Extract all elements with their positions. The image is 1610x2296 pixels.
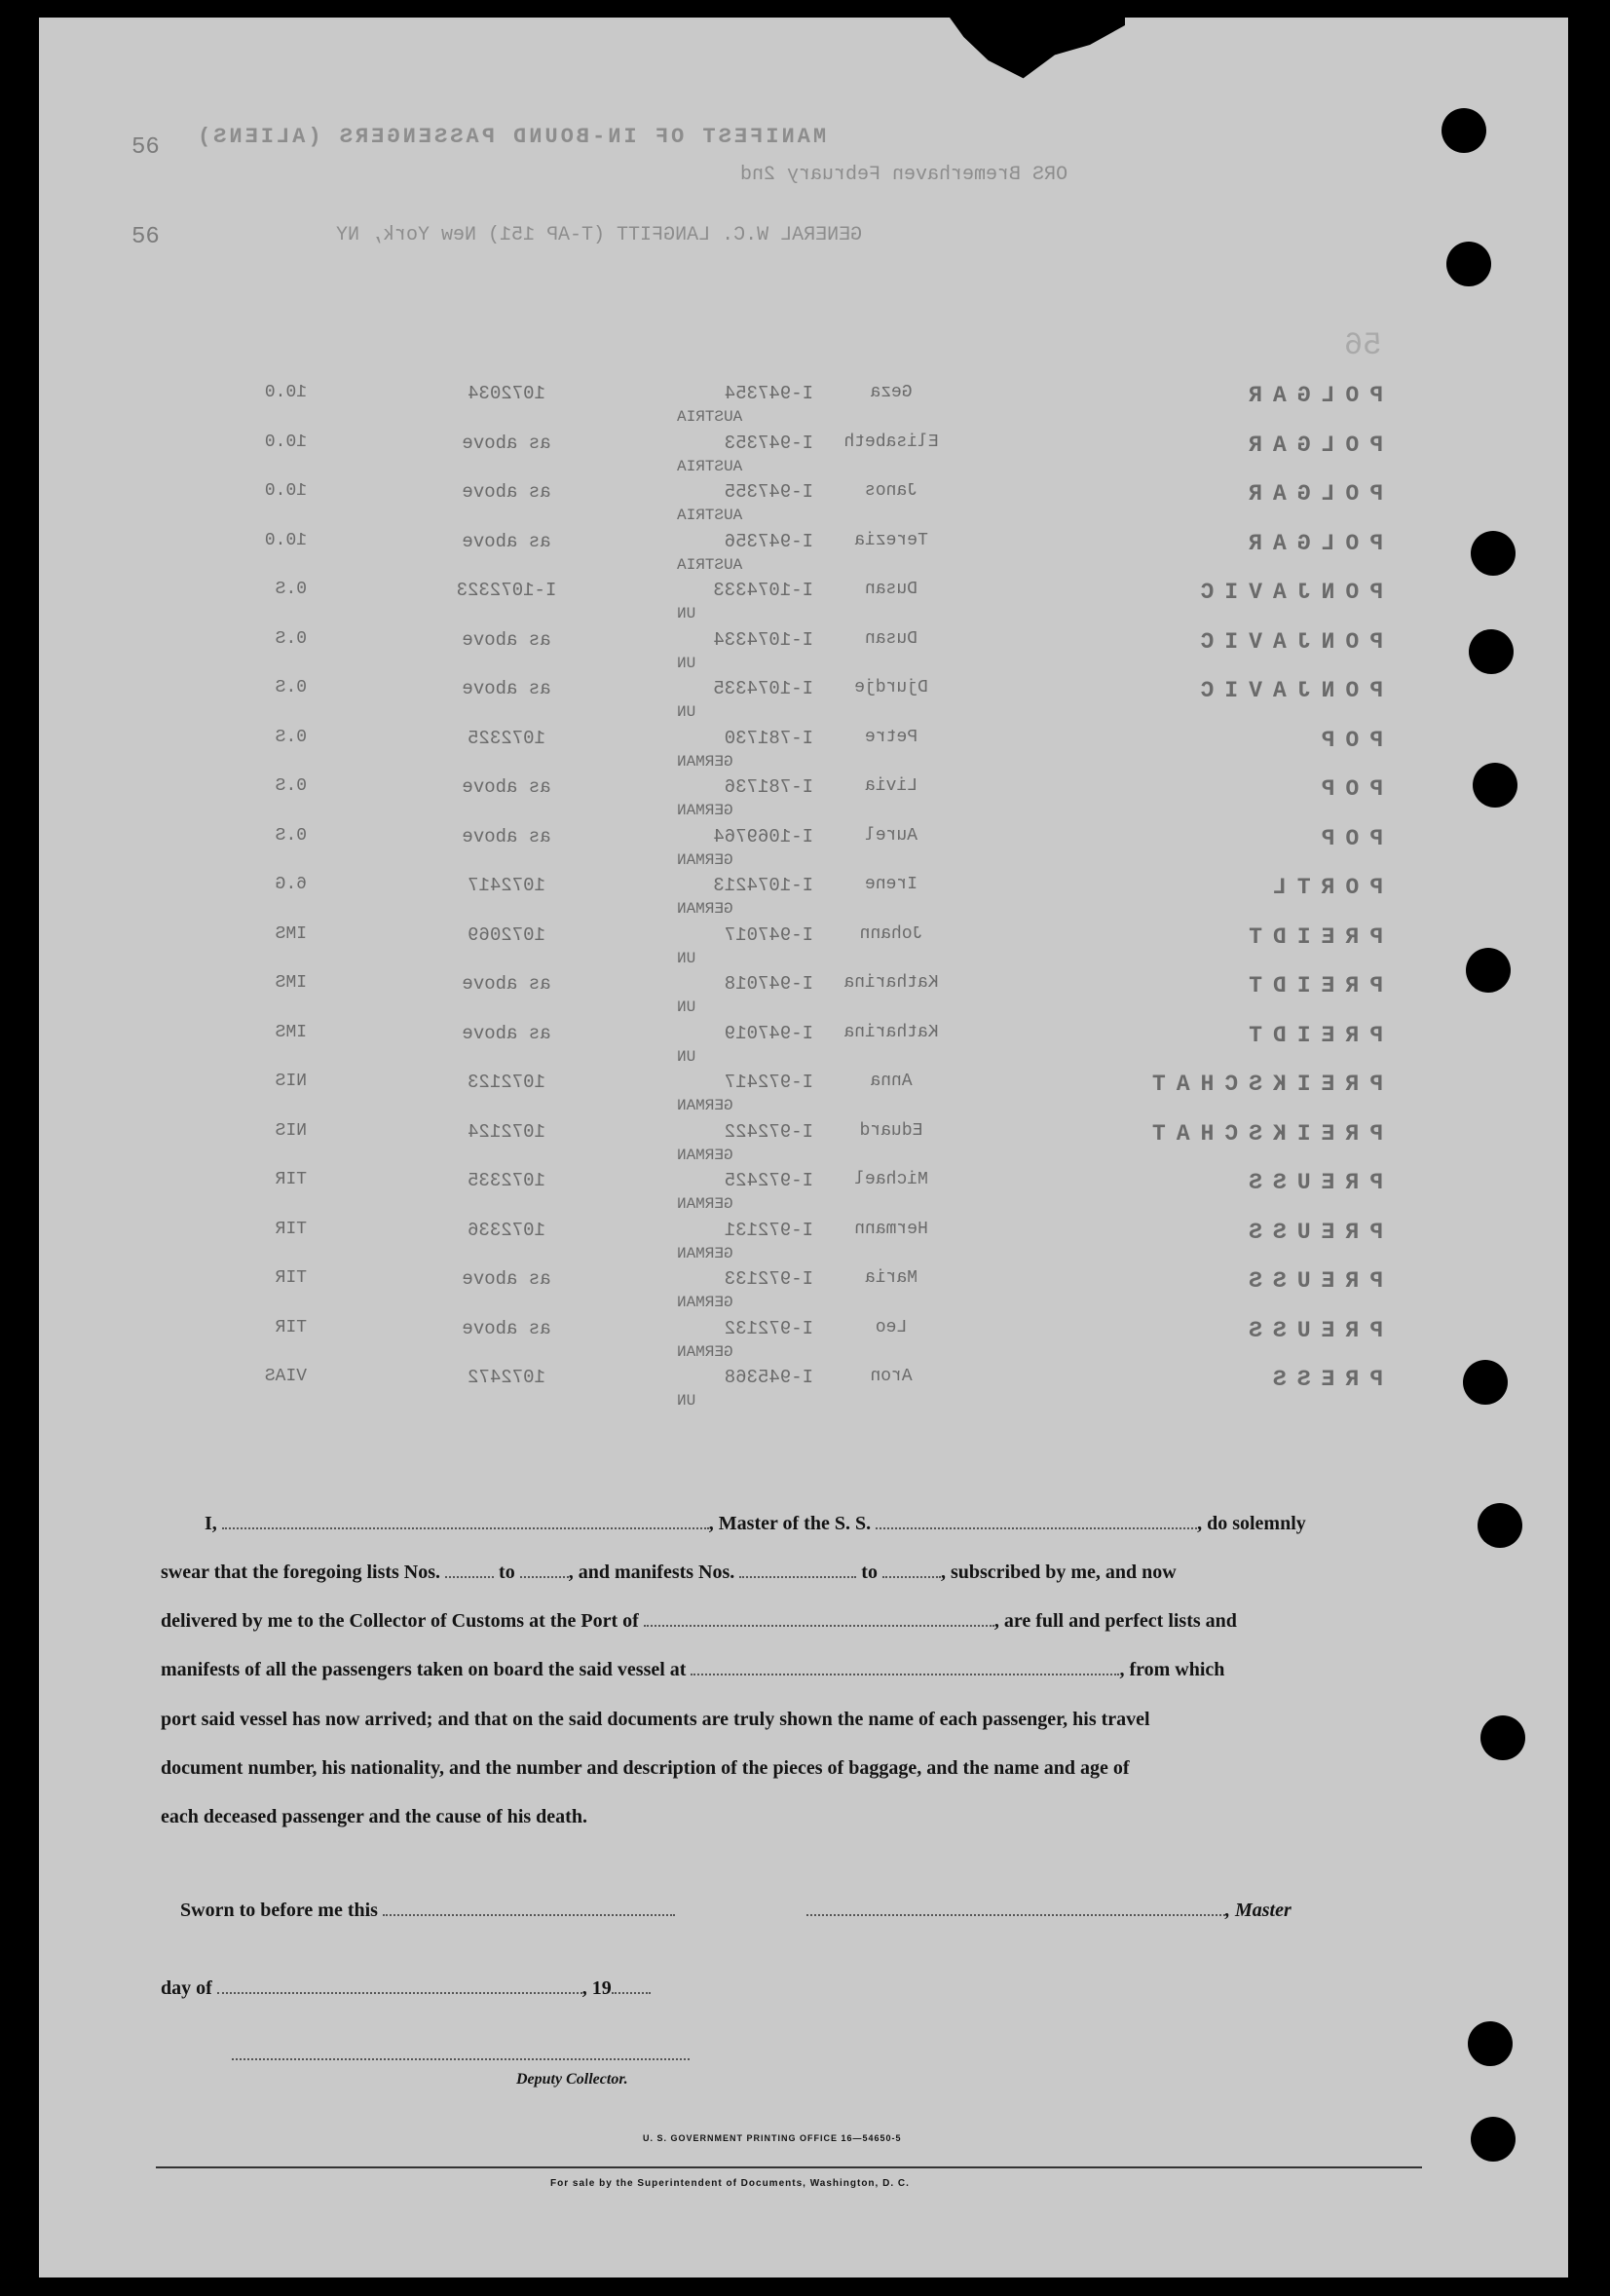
binder-hole <box>1442 108 1486 153</box>
binder-hole <box>1471 531 1516 576</box>
passenger-document-number: I-1074335 <box>713 678 813 699</box>
passenger-family-name: PONJAVIC <box>1189 628 1383 655</box>
sworn-line <box>180 1900 1292 1922</box>
passenger-family-name: PONJAVIC <box>1189 580 1383 605</box>
passenger-document-number: I-781736 <box>724 776 813 798</box>
passenger-family-name: POP <box>1310 727 1383 753</box>
lists-from-field[interactable] <box>445 1562 494 1578</box>
sworn-label: Sworn to before me this <box>180 1900 378 1921</box>
passenger-nationality: AUSTRIA <box>677 507 743 524</box>
oath-line-6: document number, his nationality, and the number and description of the pieces of baggage, and the name and age of <box>161 1757 1130 1779</box>
passenger-nationality: AUSTRIA <box>677 457 743 475</box>
passenger-document-number: I-972132 <box>724 1317 813 1339</box>
oath-line-2 <box>161 1562 1177 1584</box>
manifest-page <box>39 18 1568 2277</box>
day-of-label: day of <box>161 1977 212 1999</box>
passenger-reference: 1072472 <box>468 1367 545 1388</box>
passenger-document-number: I-947355 <box>724 481 813 503</box>
oath-i: I, <box>205 1513 217 1534</box>
passenger-code: 0.S <box>275 678 307 697</box>
passenger-reference: as above <box>462 1022 551 1044</box>
passenger-reference: 1072335 <box>468 1170 545 1191</box>
page-number-second: 56 <box>131 224 160 250</box>
passenger-nationality: UN <box>677 949 696 967</box>
passenger-reference: as above <box>462 628 551 651</box>
passenger-family-name: POP <box>1310 776 1383 802</box>
master-name-field[interactable] <box>222 1514 709 1529</box>
passenger-family-name: POLGAR <box>1238 383 1383 408</box>
oath-line-5: port said vessel has now arrived; and that on the said documents are truly shown the name of each passenger, his travel <box>161 1709 1150 1730</box>
page-number-top: 56 <box>131 134 160 161</box>
passenger-given-name: Johann <box>859 923 923 944</box>
master-label: , Master <box>1224 1900 1292 1921</box>
passenger-family-name: PREUSS <box>1238 1219 1383 1245</box>
passenger-nationality: UN <box>677 605 696 622</box>
passenger-nationality: GERMAN <box>677 1146 733 1164</box>
passenger-given-name: Geza <box>870 383 913 402</box>
manifests-from-field[interactable] <box>739 1562 856 1578</box>
passenger-given-name: Irene <box>865 875 918 894</box>
passenger-code: 10.0 <box>264 530 307 550</box>
year-label: , 19 <box>581 1977 612 1999</box>
passenger-family-name: PREIKSCHAT <box>1141 1120 1383 1147</box>
passenger-given-name: Anna <box>870 1072 913 1091</box>
binder-hole <box>1480 1715 1525 1760</box>
passenger-reference: as above <box>462 1268 551 1290</box>
passenger-given-name: Hermann <box>854 1219 928 1239</box>
passenger-reference: as above <box>462 432 551 454</box>
binder-hole <box>1468 2021 1513 2066</box>
passenger-code: 10.0 <box>264 383 307 402</box>
passenger-given-name: Katharina <box>843 1022 939 1042</box>
passenger-family-name: POP <box>1310 825 1383 851</box>
header-line-2: GENERAL W.C. LANGFITT (T-AP 151) New York, NY <box>336 224 863 246</box>
passenger-given-name: Maria <box>865 1268 918 1288</box>
oath-from-which: , from which <box>1119 1659 1225 1680</box>
passenger-nationality: AUSTRIA <box>677 408 743 426</box>
passenger-family-name: PREUSS <box>1238 1268 1383 1294</box>
oath-line-4 <box>161 1659 1224 1681</box>
passenger-code: IMS <box>275 1022 307 1042</box>
passenger-nationality: UN <box>677 1392 696 1410</box>
passenger-given-name: Dusan <box>865 628 918 649</box>
passenger-code: IMS <box>275 973 307 993</box>
passenger-reference: as above <box>462 825 551 847</box>
passenger-reference: 1072123 <box>468 1072 545 1093</box>
passenger-code: TIR <box>275 1170 307 1189</box>
passenger-nationality: GERMAN <box>677 802 733 819</box>
binder-hole <box>1469 629 1514 674</box>
passenger-code: NIS <box>275 1072 307 1091</box>
oath-vessel-at: manifests of all the passengers taken on board the said vessel at <box>161 1659 687 1680</box>
passenger-document-number: I-947017 <box>724 923 813 946</box>
passenger-given-name: Janos <box>865 481 918 501</box>
passenger-given-name: Aurel <box>865 825 918 846</box>
deputy-signature-field[interactable] <box>232 2045 690 2060</box>
stamp-number: 56 <box>1344 327 1382 363</box>
passenger-given-name: Elisabeth <box>843 432 939 452</box>
oath-manifests-label: , and manifests Nos. <box>568 1562 735 1583</box>
passenger-family-name: PREIDT <box>1238 923 1383 950</box>
passenger-reference: 1072417 <box>468 875 545 896</box>
torn-edge <box>950 18 1125 95</box>
binder-hole <box>1463 1360 1508 1405</box>
passenger-reference: as above <box>462 776 551 798</box>
passenger-code: VIAS <box>264 1367 307 1386</box>
passenger-nationality: GERMAN <box>677 1097 733 1114</box>
passenger-code: 0.S <box>275 580 307 599</box>
passenger-code: TIR <box>275 1219 307 1239</box>
passenger-document-number: I-947018 <box>724 973 813 995</box>
passenger-family-name: PONJAVIC <box>1189 678 1383 703</box>
passenger-nationality: UN <box>677 654 696 672</box>
passenger-code: 0.S <box>275 727 307 747</box>
passenger-given-name: Eduard <box>859 1120 923 1141</box>
passenger-family-name: PREUSS <box>1238 1317 1383 1343</box>
passenger-given-name: Djurdje <box>854 678 928 697</box>
passenger-nationality: GERMAN <box>677 1342 733 1361</box>
day-of-field[interactable] <box>217 1978 582 1994</box>
passenger-document-number: I-972425 <box>724 1170 813 1191</box>
passenger-document-number: I-1069764 <box>713 825 813 847</box>
printing-office-note: U. S. GOVERNMENT PRINTING OFFICE 16—54650-5 <box>643 2133 902 2143</box>
oath-solemnly: , do solemnly <box>1197 1513 1306 1534</box>
manifest-title: MANIFEST OF IN-BOUND PASSENGERS (ALIENS) <box>195 125 827 149</box>
oath-lists-label: swear that the foregoing lists Nos. <box>161 1562 441 1583</box>
oath-subscribed: , subscribed by me, and now <box>940 1562 1177 1583</box>
passenger-row <box>39 1367 1568 1425</box>
passenger-code: TIR <box>275 1268 307 1288</box>
passenger-reference: as above <box>462 1317 551 1339</box>
binder-hole <box>1446 242 1491 286</box>
departure-port-field[interactable] <box>691 1660 1119 1675</box>
passenger-nationality: AUSTRIA <box>677 555 743 574</box>
passenger-reference: as above <box>462 530 551 552</box>
passenger-nationality: GERMAN <box>677 1195 733 1213</box>
passenger-family-name: POLGAR <box>1238 530 1383 556</box>
passenger-code: IMS <box>275 923 307 944</box>
day-of-line <box>161 1977 651 2000</box>
passenger-code: 0.S <box>275 825 307 846</box>
passenger-code: 10.0 <box>264 432 307 452</box>
passenger-code: TIR <box>275 1317 307 1337</box>
oath-line-7: each deceased passenger and the cause of his death. <box>161 1806 587 1827</box>
deputy-signature-line <box>232 2044 690 2066</box>
passenger-reference: as above <box>462 678 551 699</box>
passenger-reference: 1072325 <box>468 727 545 749</box>
year-field[interactable] <box>612 1978 651 1994</box>
oath-line-3 <box>161 1610 1237 1633</box>
lists-to-field[interactable] <box>520 1562 569 1578</box>
passenger-code: 6.G <box>275 875 307 894</box>
oath-to-1: to <box>499 1562 515 1583</box>
passenger-given-name: Aron <box>870 1367 913 1386</box>
passenger-given-name: Dusan <box>865 580 918 599</box>
passenger-document-number: I-1074213 <box>713 875 813 896</box>
passenger-given-name: Katharina <box>843 973 939 993</box>
passenger-document-number: I-945368 <box>724 1367 813 1388</box>
passenger-nationality: GERMAN <box>677 752 733 771</box>
passenger-nationality: UN <box>677 998 696 1016</box>
passenger-document-number: I-972422 <box>724 1120 813 1143</box>
passenger-nationality: GERMAN <box>677 1244 733 1262</box>
passenger-document-number: I-972417 <box>724 1072 813 1093</box>
header-line-1: ORS Bremerhaven February 2nd <box>740 164 1068 186</box>
binder-hole <box>1471 2117 1516 2162</box>
passenger-reference: as above <box>462 973 551 995</box>
binder-hole <box>1466 948 1511 993</box>
passenger-nationality: UN <box>677 1047 696 1066</box>
passenger-code: 0.S <box>275 776 307 796</box>
passenger-document-number: I-947019 <box>724 1022 813 1044</box>
passenger-family-name: PRESS <box>1261 1367 1383 1392</box>
passenger-document-number: I-1074333 <box>713 580 813 601</box>
oath-port-label: delivered by me to the Collector of Customs at the Port of <box>161 1610 639 1632</box>
passenger-reference: I-1072323 <box>456 580 557 601</box>
passenger-reference: 1072124 <box>468 1120 545 1143</box>
passenger-family-name: PREUSS <box>1238 1170 1383 1195</box>
passenger-reference: as above <box>462 481 551 503</box>
oath-full-lists: , are full and perfect lists and <box>993 1610 1237 1632</box>
passenger-nationality: UN <box>677 703 696 721</box>
master-signature-field[interactable] <box>806 1901 1225 1916</box>
sale-note: For sale by the Superintendent of Documents, Washington, D. C. <box>550 2178 910 2189</box>
footer-rule <box>156 2166 1422 2168</box>
passenger-document-number: I-1074334 <box>713 628 813 651</box>
passenger-nationality: GERMAN <box>677 1294 733 1311</box>
binder-hole <box>1473 763 1517 808</box>
oath-to-2: to <box>861 1562 878 1583</box>
passenger-document-number: I-972133 <box>724 1268 813 1290</box>
passenger-family-name: PORTL <box>1261 875 1383 900</box>
passenger-code: 10.0 <box>264 481 307 501</box>
passenger-code: 0.S <box>275 628 307 649</box>
passenger-code: NIS <box>275 1120 307 1141</box>
passenger-reference: 1072034 <box>468 383 545 404</box>
passenger-document-number: I-972131 <box>724 1219 813 1241</box>
passenger-family-name: PREIDT <box>1238 973 1383 998</box>
port-field[interactable] <box>644 1611 994 1627</box>
passenger-given-name: Terezia <box>854 530 928 550</box>
manifests-to-field[interactable] <box>882 1562 941 1578</box>
passenger-reference: 1072069 <box>468 923 545 946</box>
passenger-reference: 1072336 <box>468 1219 545 1241</box>
passenger-family-name: POLGAR <box>1238 481 1383 507</box>
deputy-collector-label: Deputy Collector. <box>516 2071 628 2088</box>
passenger-given-name: Michael <box>854 1170 928 1189</box>
passenger-family-name: POLGAR <box>1238 432 1383 458</box>
passenger-document-number: I-947356 <box>724 530 813 552</box>
passenger-nationality: GERMAN <box>677 850 733 869</box>
passenger-given-name: Livia <box>865 776 918 796</box>
oath-line-1 <box>205 1513 1306 1535</box>
passenger-family-name: PREIDT <box>1238 1022 1383 1048</box>
passenger-family-name: PREIKSCHAT <box>1141 1072 1383 1097</box>
passenger-nationality: GERMAN <box>677 900 733 918</box>
binder-hole <box>1478 1503 1522 1548</box>
passenger-document-number: I-781730 <box>724 727 813 749</box>
sworn-date-field[interactable] <box>383 1901 675 1916</box>
passenger-given-name: Leo <box>875 1317 908 1337</box>
passenger-given-name: Petre <box>865 727 918 747</box>
passenger-document-number: I-947354 <box>724 383 813 404</box>
passenger-document-number: I-947353 <box>724 432 813 454</box>
vessel-name-field[interactable] <box>876 1514 1197 1529</box>
oath-master-ss: , Master of the S. S. <box>708 1513 872 1534</box>
